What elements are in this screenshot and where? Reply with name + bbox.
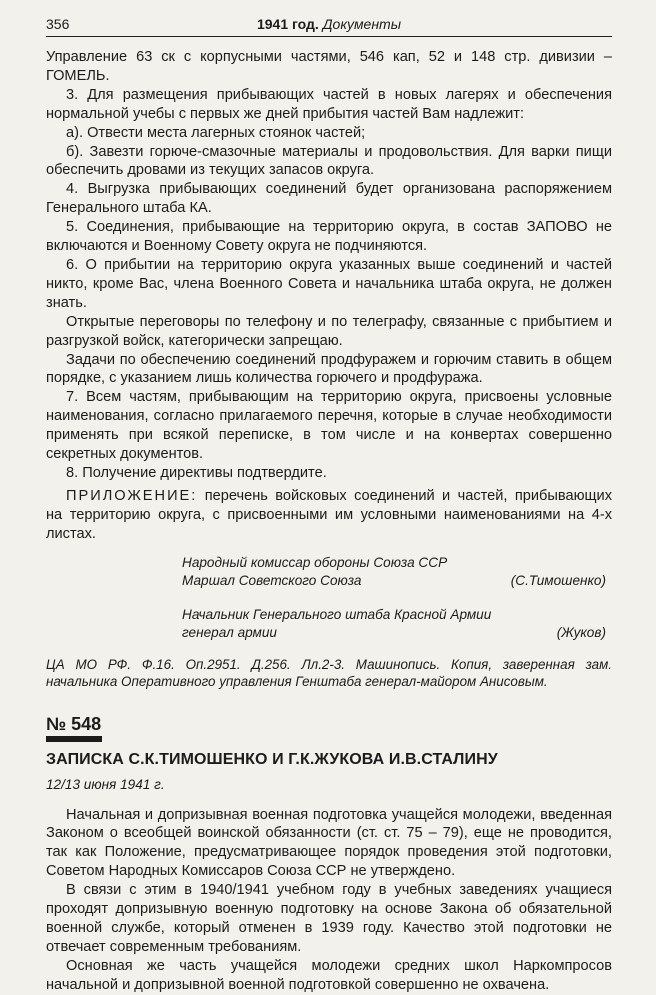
header-year: 1941 год. <box>256 16 319 32</box>
signature-title: Народный комиссар обороны Союза ССР <box>182 554 448 570</box>
appendix-label: ПРИЛОЖЕНИЕ: <box>66 487 198 504</box>
document-number: № 548 <box>46 713 102 734</box>
signature-rank: Маршал Советского Союза <box>182 572 362 588</box>
appendix-text: перечень войсковых соединений и частей, прибывающих на территорию округа, с присвоенными им условными наименованиями на 4-х листах. <box>46 487 612 542</box>
paragraph: б). Завезти горюче-смазочные материалы и продовольствия. Для варки пищи обеспечить дровами из текущих запасов округа. <box>46 143 612 179</box>
paragraph: 3. Для размещения прибывающих частей в новых лагерях и обеспечения нормальной учебы с первых же дней прибытия частей Вам надлежит: <box>46 86 612 122</box>
document-title: ЗАПИСКА С.К.ТИМОШЕНКО И Г.К.ЖУКОВА И.В.СТАЛИНУ <box>46 750 498 768</box>
paragraph: Начальная и допризывная военная подготовка учащейся молодежи, введенная Законом о всеобщей воинской обязанности (ст. ст. 75 – 79), еще не проводится, так как Положение, предусматривающее порядок проведения этой подготовки, Советом Народных Комиссаров Союза ССР не утверждено. <box>46 806 612 880</box>
running-header <box>46 14 612 37</box>
paragraph: Открытые переговоры по телефону и по телеграфу, связанные с прибытием и разгрузкой войск, категорически запрещаю. <box>46 313 612 349</box>
paragraph: Управление 63 ск с корпусными частями, 546 кап, 52 и 148 стр. дивизии – ГОМЕЛЬ. <box>46 49 612 84</box>
page-body <box>46 48 612 995</box>
document-number-underline <box>46 736 102 742</box>
paragraph: 5. Соединения, прибывающие на территорию округа, в состав ЗАПОВО не включаются и Военному Совету округа не подчиняются. <box>46 219 612 255</box>
paragraph: Основная же часть учащейся молодежи средних школ Наркомпросов начальной и допризывной военной подготовкой совершенно не охвачена. <box>46 957 612 993</box>
signature-name: (С.Тимошенко) <box>510 572 606 588</box>
paragraph: 4. Выгрузка прибывающих соединений будет организована распоряжением Генерального штаба КА. <box>46 181 612 217</box>
signature-block-chief-of-staff <box>182 606 612 642</box>
signature-title: Начальник Генерального штаба Красной Армии <box>182 606 492 622</box>
signature-block-commissar <box>182 554 612 590</box>
paragraph: 6. О прибытии на территорию округа указанных выше соединений и частей никто, кроме Вас, члена Военного Совета и начальника штаба округа, не должен знать. <box>46 256 612 311</box>
paragraph: 8. Получение директивы подтвердите. <box>66 464 327 481</box>
header-section: Документы <box>322 16 402 32</box>
running-title <box>46 16 612 32</box>
page-number: 356 <box>46 16 70 32</box>
paragraph: Задачи по обеспечению соединений продфуражем и горючим ставить в общем порядке, с указанием лишь количества горючего и продфуража. <box>46 351 612 387</box>
paragraph: 7. Всем частям, прибывающим на территорию округа, присвоены условные наименования, согласно прилагаемого перечня, которые в случае необходимости применять при всякой переписке, в том числе и на конвертах совершенно секретных документов. <box>46 389 612 463</box>
signature-rank: генерал армии <box>182 624 277 640</box>
paragraph: В связи с этим в 1940/1941 учебном году в учебных заведениях учащиеся проходят допризывную военную подготовку на основе Закона об обязательной военной службе, который отменен в 1939 году. Качество этой подготовки не отвечает современным требованиям. <box>46 882 612 955</box>
appendix-paragraph <box>46 487 612 544</box>
archive-source-note: ЦА МО РФ. Ф.16. Оп.2951. Д.256. Лл.2-3. Машинопись. Копия, заверенная зам. начальника Оперативного управления Генштаба генерал-майором Анисовым. <box>46 656 612 689</box>
document-date: 12/13 июня 1941 г. <box>46 776 165 792</box>
paragraph: а). Отвести места лагерных стоянок частей; <box>66 124 366 141</box>
signature-name: (Жуков) <box>556 624 606 640</box>
